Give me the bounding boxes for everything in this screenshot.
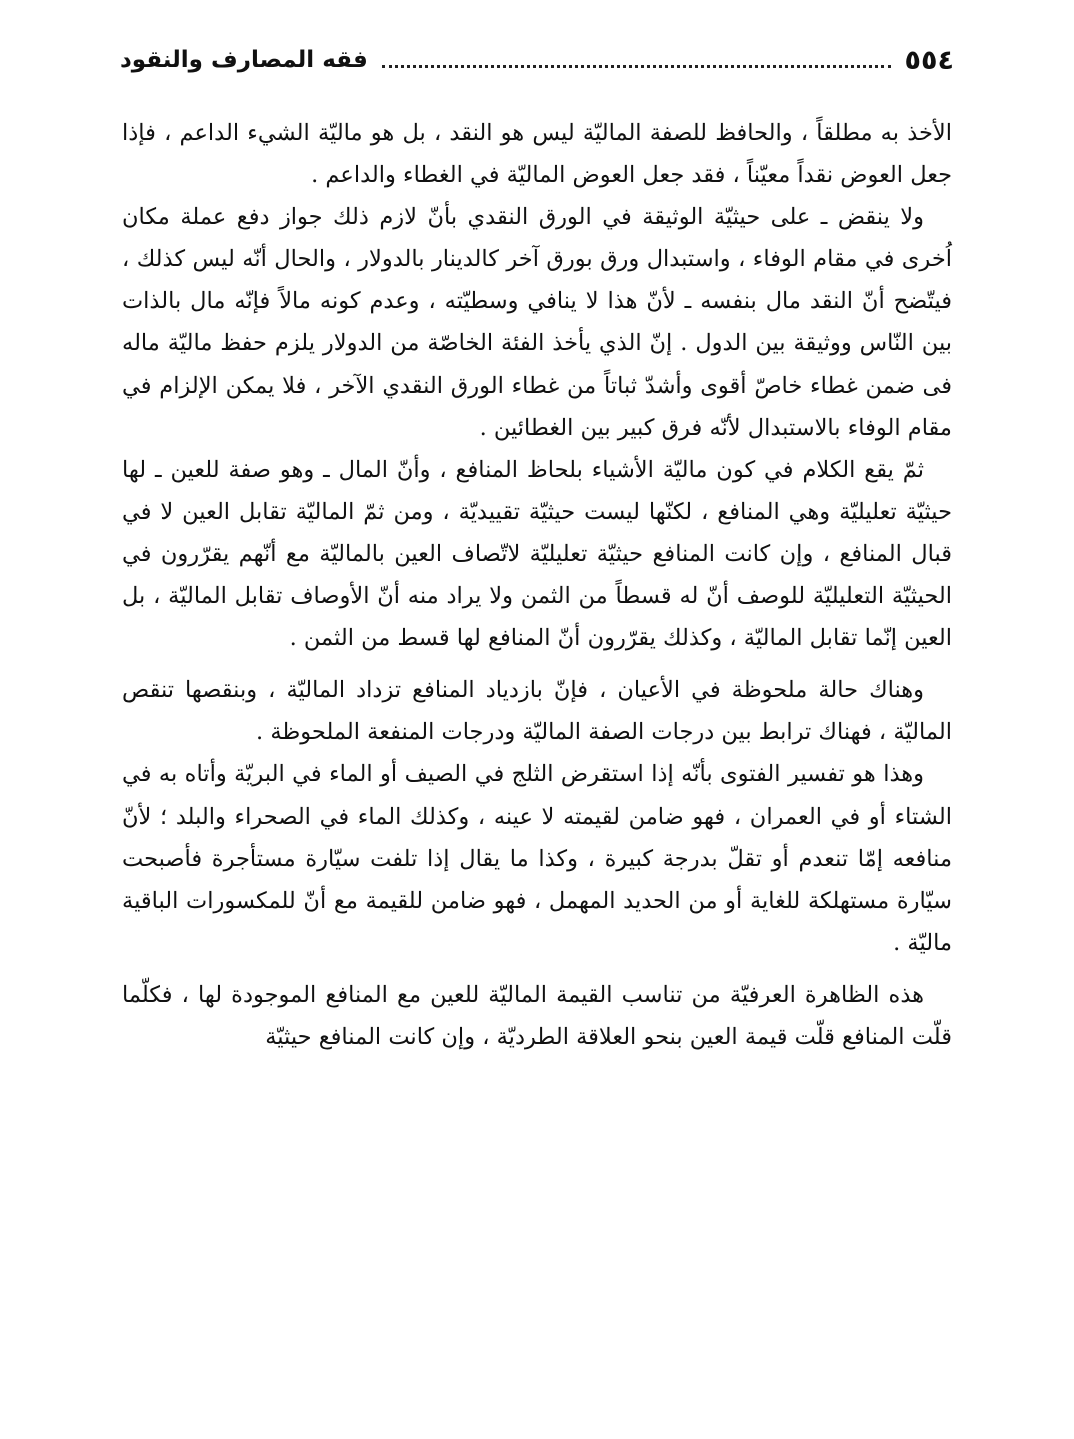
paragraph-6: هذه الظاهرة العرفيّة من تناسب القيمة الماليّة للعين مع المنافع الموجودة لها ، فكلّما قلّت المنافع قلّت قيمة العين بنحو العلاقة الطرديّة ، وإن كانت المنافع حيثيّة <box>122 981 952 1050</box>
paragraph-2: ولا ينقض ـ على حيثيّة الوثيقة في الورق النقدي بأنّ لازم ذلك جواز دفع عملة مكان اُخرى في مقام الوفاء ، واستبدال ورق بورق آخر كالدينار بالدولار ، والحال أنّه ليس كذلك ، فيتّضح أنّ النقد مال بنفسه ـ لأنّ هذا لا ينافي وسطيّته ، وعدم كونه مالاً فإنّه مال بالذات بين النّاس ووثيقة بين الدول . إنّ الذي يأخذ الفئة الخاصّة من الدولار يلزم حفظ ماليّة ماله فى ضمن غطاء خاصّ أقوى وأشدّ ثباتاً من غطاء الورق النقدي الآخر ، فلا يمكن الإلزام في مقام الوفاء بالاستبدال لأنّه فرق كبير بين الغطائين . <box>122 204 952 441</box>
paragraph-5: وهذا هو تفسير الفتوى بأنّه إذا استقرض الثلج في الصيف أو الماء في البريّة وأتاه به في الشتاء أو في العمران ، فهو ضامن لقيمته لا عينه ، وكذلك الماء في الصحراء والبلد ؛ لأنّ منافعه إمّا تنعدم أو تقلّ بدرجة كبيرة ، وكذا ما يقال إذا تلفت سيّارة مستأجرة فأصبحت سيّارة مستهلكة للغاية أو من الحديد المهمل ، فهو ضامن للقيمة مع أنّ للمكسورات الباقية ماليّة . <box>122 761 952 956</box>
running-title: فقه المصارف والنقود <box>120 47 368 73</box>
paragraph-1: الأخذ به مطلقاً ، والحافظ للصفة الماليّة ليس هو النقد ، بل هو ماليّة الشيء الداعم ، فإذا جعل العوض نقداً معيّناً ، فقد جعل العوض الماليّة في الغطاء والداعم . <box>122 120 952 189</box>
paragraph-3: ثمّ يقع الكلام في كون ماليّة الأشياء بلحاظ المنافع ، وأنّ المال ـ وهو صفة للعين ـ لها حيثيّة تعليليّة وهي المنافع ، لكنّها ليست حيثيّة تقييديّة ، ومن ثمّ الماليّة تقابل العين لا في قبال المنافع ، وإن كانت المنافع حيثيّة تعليليّة لاتّصاف العين بالماليّة مع أنّهم يقرّرون في الحيثيّة التعليليّة للوصف أنّ له قسطاً من الثمن ولا يراد منه أنّ الأوصاف تقابل الماليّة ، بل العين إنّما تقابل الماليّة ، وكذلك يقرّرون أنّ المنافع لها قسط من الثمن . <box>122 456 952 652</box>
page-body <box>122 112 952 1058</box>
paragraph-4: وهناك حالة ملحوظة في الأعيان ، فإنّ بازدياد المنافع تزداد الماليّة ، وبنقصها تنقص الماليّة ، فهناك ترابط بين درجات الصفة الماليّة ودرجات المنفعة الملحوظة . <box>122 677 952 746</box>
header-dotted-leader <box>382 65 891 68</box>
page-number: ٥٥٤ <box>904 44 954 76</box>
page-header <box>120 38 954 82</box>
